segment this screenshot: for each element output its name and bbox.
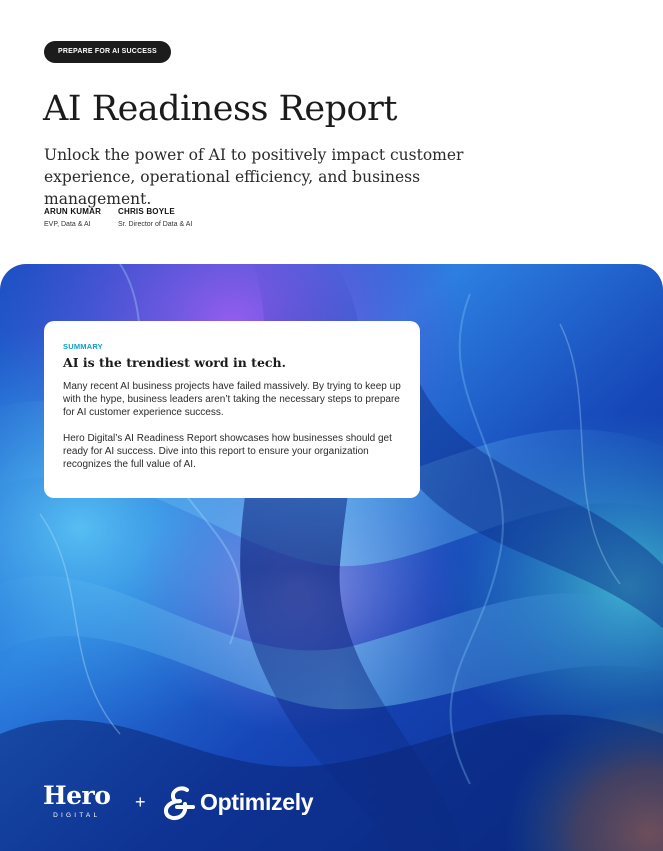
report-subtitle: Unlock the power of AI to positively impact customer experience, operational efficiency, and business management. xyxy=(44,146,464,208)
summary-eyebrow: SUMMARY xyxy=(63,342,103,351)
summary-paragraph: Hero Digital’s AI Readiness Report showcases how businesses should get ready for AI success. Dive into this report to ensure your organization recognizes the full value of AI. xyxy=(63,433,392,470)
author-role: Sr. Director of Data & AI xyxy=(118,221,193,228)
summary-heading: AI is the trendiest word in tech. xyxy=(63,355,286,370)
author-role: EVP, Data & AI xyxy=(44,221,91,228)
hero-logo-wordmark: Hero xyxy=(43,781,111,810)
plus-sign: + xyxy=(135,792,146,812)
optimizely-mark-icon xyxy=(161,784,199,827)
summary-paragraph: Many recent AI business projects have failed massively. By trying to keep up with the hype, business leaders aren’t taking the necessary steps to prepare for AI customer experience success. xyxy=(63,381,401,418)
hero-logo-subtext: DIGITAL xyxy=(53,812,101,819)
author-name: ARUN KUMAR xyxy=(44,207,102,216)
category-tag: PREPARE FOR AI SUCCESS xyxy=(44,41,171,63)
report-title: AI Readiness Report xyxy=(43,89,397,129)
author-chris-boyle xyxy=(118,207,192,228)
optimizely-wordmark: Optimizely xyxy=(200,789,314,815)
hero-digital-logo xyxy=(43,782,110,819)
author-arun-kumar xyxy=(44,207,101,228)
author-name: CHRIS BOYLE xyxy=(118,207,175,216)
summary-card xyxy=(44,321,420,498)
partner-logos xyxy=(43,782,343,826)
